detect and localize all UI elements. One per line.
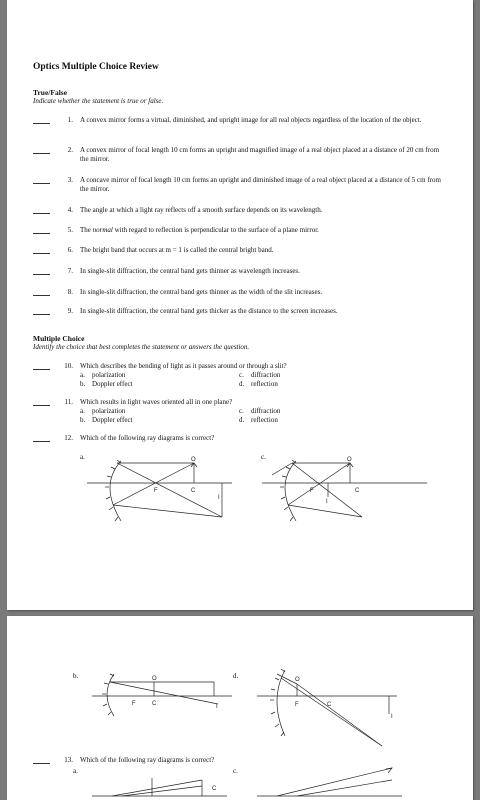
- question-text: In single-slit diffraction, the central band gets thinner as the width of the slit increases.: [80, 288, 323, 296]
- answer-blank[interactable]: [33, 441, 50, 442]
- label-focal: F: [295, 702, 299, 708]
- question-text: Which of the following ray diagrams is correct?: [80, 756, 215, 764]
- question-text: A concave mirror of focal length 10 cm forms an upright and diminished image of a real object placed at a distance of 5 cm from the mirror.: [80, 176, 441, 193]
- question-number: 9.: [67, 307, 73, 315]
- label-focal: F: [310, 488, 314, 494]
- option-text: reflection: [251, 380, 278, 388]
- true-false-heading: True/False: [33, 88, 68, 97]
- question-text: A convex mirror of focal length 10 cm forms an upright and magnified image of a real object placed at a distance of 20 cm from the mirror.: [80, 146, 440, 163]
- document-title: Optics Multiple Choice Review: [33, 62, 159, 72]
- question-text-part: The: [80, 226, 93, 234]
- question-text: Which of the following ray diagrams is correct?: [80, 434, 215, 442]
- option-b[interactable]: [80, 416, 133, 425]
- question-number: 12.: [64, 434, 73, 442]
- ray-diagram-12a: [87, 455, 237, 530]
- question-text-part: with regard to reflection is perpendicular to the surface of a plane mirror.: [112, 226, 319, 234]
- ray-diagram-13a: [92, 774, 232, 800]
- diagram-letter-b[interactable]: b.: [73, 672, 79, 680]
- multiple-choice-instruction: Identify the choice that best completes the statement or answers the question.: [33, 343, 250, 351]
- question-number: 1.: [67, 116, 73, 124]
- answer-blank[interactable]: [33, 123, 50, 124]
- answer-blank[interactable]: [33, 183, 50, 184]
- option-letter: b.: [80, 380, 86, 388]
- label-center: C: [212, 786, 217, 792]
- question-text: Which results in light waves oriented all in one plane?: [80, 398, 233, 406]
- document-page-1: [7, 0, 473, 610]
- question-text: A convex mirror forms a virtual, diminished, and upright image for all real objects regardless of the location of the object.: [80, 116, 422, 124]
- label-center: C: [355, 488, 360, 494]
- diagram-letter-c[interactable]: c.: [233, 767, 238, 775]
- option-letter: b.: [80, 416, 86, 424]
- option-b[interactable]: [80, 380, 133, 389]
- option-d[interactable]: [239, 416, 278, 425]
- label-object: O: [295, 677, 300, 683]
- option-text: diffraction: [251, 371, 281, 379]
- option-letter: d.: [239, 416, 245, 424]
- option-a[interactable]: [80, 371, 125, 380]
- question-text: The angle at which a light ray reflects off a smooth surface depends on its wavelength.: [80, 206, 323, 214]
- label-image: I: [391, 714, 393, 720]
- question-text: [80, 226, 445, 235]
- option-a[interactable]: [80, 407, 125, 416]
- label-focal: F: [132, 701, 136, 707]
- answer-blank[interactable]: [33, 213, 50, 214]
- question-number: 10.: [64, 362, 73, 370]
- answer-blank[interactable]: [33, 253, 50, 254]
- label-object: O: [191, 457, 196, 463]
- document-page-2: [7, 616, 473, 800]
- label-center: C: [191, 488, 196, 494]
- answer-blank[interactable]: [33, 153, 50, 154]
- label-object: O: [347, 457, 352, 463]
- question-number: 3.: [67, 176, 73, 184]
- option-letter: c.: [239, 371, 244, 379]
- label-image: I: [326, 499, 328, 505]
- option-text: polarization: [92, 371, 126, 379]
- option-c[interactable]: [239, 407, 280, 416]
- option-letter: a.: [80, 407, 85, 415]
- diagram-letter-c[interactable]: c.: [261, 453, 266, 461]
- answer-blank[interactable]: [33, 369, 50, 370]
- diagram-letter-a[interactable]: a.: [73, 767, 78, 775]
- answer-blank[interactable]: [33, 233, 50, 234]
- diagram-letter-a[interactable]: a.: [80, 453, 85, 461]
- ray-diagram-12c: [262, 455, 432, 530]
- answer-blank[interactable]: [33, 405, 50, 406]
- ray-diagram-12d: [257, 666, 407, 756]
- option-text: reflection: [251, 416, 278, 424]
- concave-mirror: [110, 461, 121, 521]
- emphasized-term: normal: [92, 226, 113, 234]
- option-text: polarization: [92, 407, 126, 415]
- question-text: Which describes the bending of light as it passes around or through a slit?: [80, 362, 287, 370]
- ray-diagram-13c: [257, 766, 407, 800]
- option-letter: d.: [239, 380, 245, 388]
- diagram-letter-d[interactable]: d.: [233, 672, 239, 680]
- option-c[interactable]: [239, 371, 280, 380]
- ray-diagram-12b: [92, 672, 242, 722]
- label-object: O: [152, 676, 157, 682]
- option-letter: c.: [239, 407, 244, 415]
- label-center: C: [152, 701, 157, 707]
- label-focal: F: [154, 488, 158, 494]
- option-d[interactable]: [239, 380, 278, 389]
- question-text: The bright band that occurs at m = 1 is called the central bright band.: [80, 246, 274, 254]
- true-false-instruction: Indicate whether the statement is true or false.: [33, 97, 164, 105]
- question-number: 7.: [67, 267, 73, 275]
- option-text: Doppler effect: [92, 416, 133, 424]
- answer-blank[interactable]: [33, 295, 50, 296]
- option-letter: a.: [80, 371, 85, 379]
- question-number: 6.: [67, 246, 73, 254]
- question-text: In single-slit diffraction, the central band gets thicker as the distance to the screen increases.: [80, 307, 338, 315]
- question-number: 11.: [64, 398, 73, 406]
- question-number: 4.: [67, 206, 73, 214]
- option-text: diffraction: [251, 407, 281, 415]
- multiple-choice-heading: Multiple Choice: [33, 334, 85, 343]
- label-image: I: [218, 495, 220, 501]
- answer-blank[interactable]: [33, 314, 50, 315]
- concave-mirror: [107, 674, 114, 716]
- question-number: 2.: [67, 146, 73, 154]
- label-center: C: [327, 702, 332, 708]
- answer-blank[interactable]: [33, 763, 50, 764]
- question-text: In single-slit diffraction, the central band gets thinner as wavelength increases.: [80, 267, 300, 275]
- question-number: 8.: [67, 288, 73, 296]
- answer-blank[interactable]: [33, 274, 50, 275]
- label-image: I: [216, 704, 218, 710]
- question-number: 5.: [67, 226, 73, 234]
- question-number: 13.: [64, 756, 73, 764]
- concave-mirror: [285, 461, 296, 521]
- option-text: Doppler effect: [92, 380, 133, 388]
